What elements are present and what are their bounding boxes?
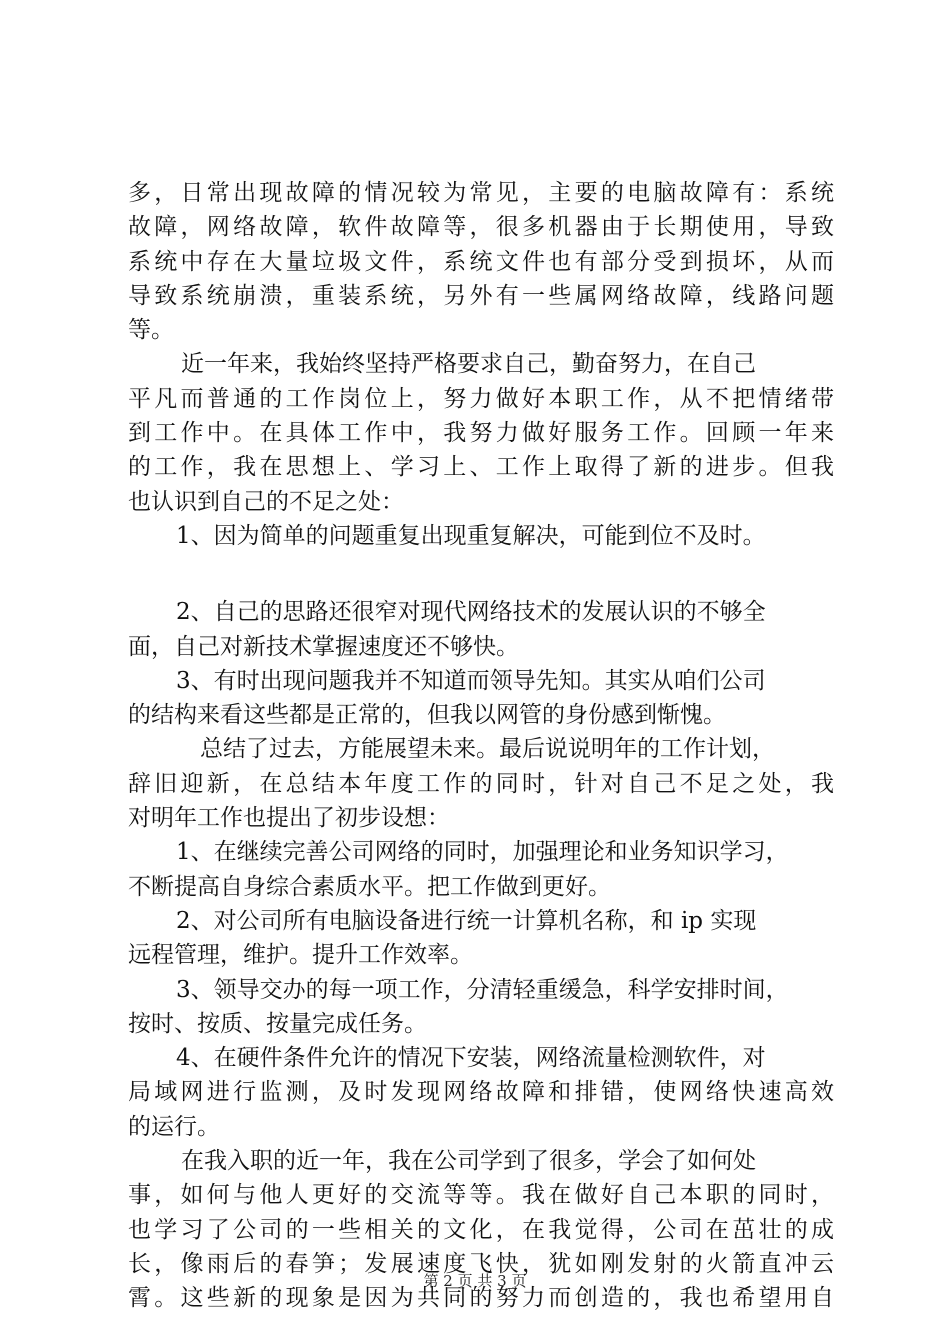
paragraph-gap (128, 553, 834, 595)
text-line: 的运行。 (128, 1113, 220, 1140)
text-line: 近一年来，我始终坚持严格要求自己，勤奋努力，在自己 (181, 351, 756, 378)
text-line: 1、在继续完善公司网络的同时，加强理论和业务知识学习， (176, 839, 789, 866)
text-line: 也认识到自己的不足之处： (128, 488, 404, 515)
text-line: 2、对公司所有电脑设备进行统一计算机名称，和 ip 实现 (176, 907, 757, 934)
text-line: 在我入职的近一年，我在公司学到了很多，学会了如何处 (181, 1148, 756, 1175)
text-line: 到工作中。在具体工作中，我努力做好服务工作。回顾一年来 (128, 420, 834, 447)
text-line: 3、领导交办的每一项工作，分清轻重缓急，科学安排时间， (176, 976, 789, 1003)
text-line: 面，自己对新技术掌握速度还不够快。 (128, 633, 519, 660)
text-line: 多，日常出现故障的情况较为常见，主要的电脑故障有：系统 (128, 180, 834, 206)
text-line: 不断提高自身综合素质水平。把工作做到更好。 (128, 873, 611, 900)
text-line: 辞旧迎新，在总结本年度工作的同时，针对自己不足之处，我 (128, 770, 834, 797)
text-line: 的工作，我在思想上、学习上、工作上取得了新的进步。但我 (128, 454, 834, 481)
text-line: 事，如何与他人更好的交流等等。我在做好自己本职的同时， (128, 1182, 834, 1209)
text-line: 等。 (128, 317, 174, 344)
text-line: 平凡而普通的工作岗位上，努力做好本职工作，从不把情绪带 (128, 385, 834, 412)
text-line: 长，像雨后的春笋；发展速度飞快，犹如刚发射的火箭直冲云 (128, 1250, 834, 1277)
text-line: 2、自己的思路还很窄对现代网络技术的发展认识的不够全 (176, 599, 766, 626)
text-line: 的结构来看这些都是正常的，但我以网管的身份感到惭愧。 (128, 702, 726, 729)
text-line: 远程管理，维护。提升工作效率。 (128, 942, 473, 969)
text-line: 4、在硬件条件允许的情况下安装，网络流量检测软件，对 (176, 1045, 766, 1072)
text-line: 1、因为简单的问题重复出现重复解决，可能到位不及时。 (176, 522, 766, 549)
text-line: 也学习了公司的一些相关的文化，在我觉得，公司在茁壮的成 (128, 1216, 834, 1243)
page-number-footer: 第 2 页 共 3 页 (423, 1272, 527, 1290)
text-line: 局域网进行监测，及时发现网络故障和排错，使网络快速高效 (128, 1079, 834, 1106)
text-line: 故障，网络故障，软件故障等，很多机器由于长期使用，导致 (128, 214, 834, 241)
text-line: 按时、按质、按量完成任务。 (128, 1010, 427, 1037)
text-line: 系统中存在大量垃圾文件，系统文件也有部分受到损坏，从而 (128, 248, 834, 275)
text-line: 导致系统崩溃，重装系统，另外有一些属网络故障，线路问题 (128, 282, 834, 309)
text-line: 总结了过去，方能展望未来。最后说说明年的工作计划， (200, 736, 775, 763)
document-body (128, 176, 834, 1316)
text-line: 3、有时出现问题我并不知道而领导先知。其实从咱们公司 (176, 667, 766, 694)
text-line: 霄。这些新的现象是因为共同的努力而创造的，我也希望用自 (128, 1285, 834, 1312)
text-line: 对明年工作也提出了初步设想： (128, 805, 450, 832)
